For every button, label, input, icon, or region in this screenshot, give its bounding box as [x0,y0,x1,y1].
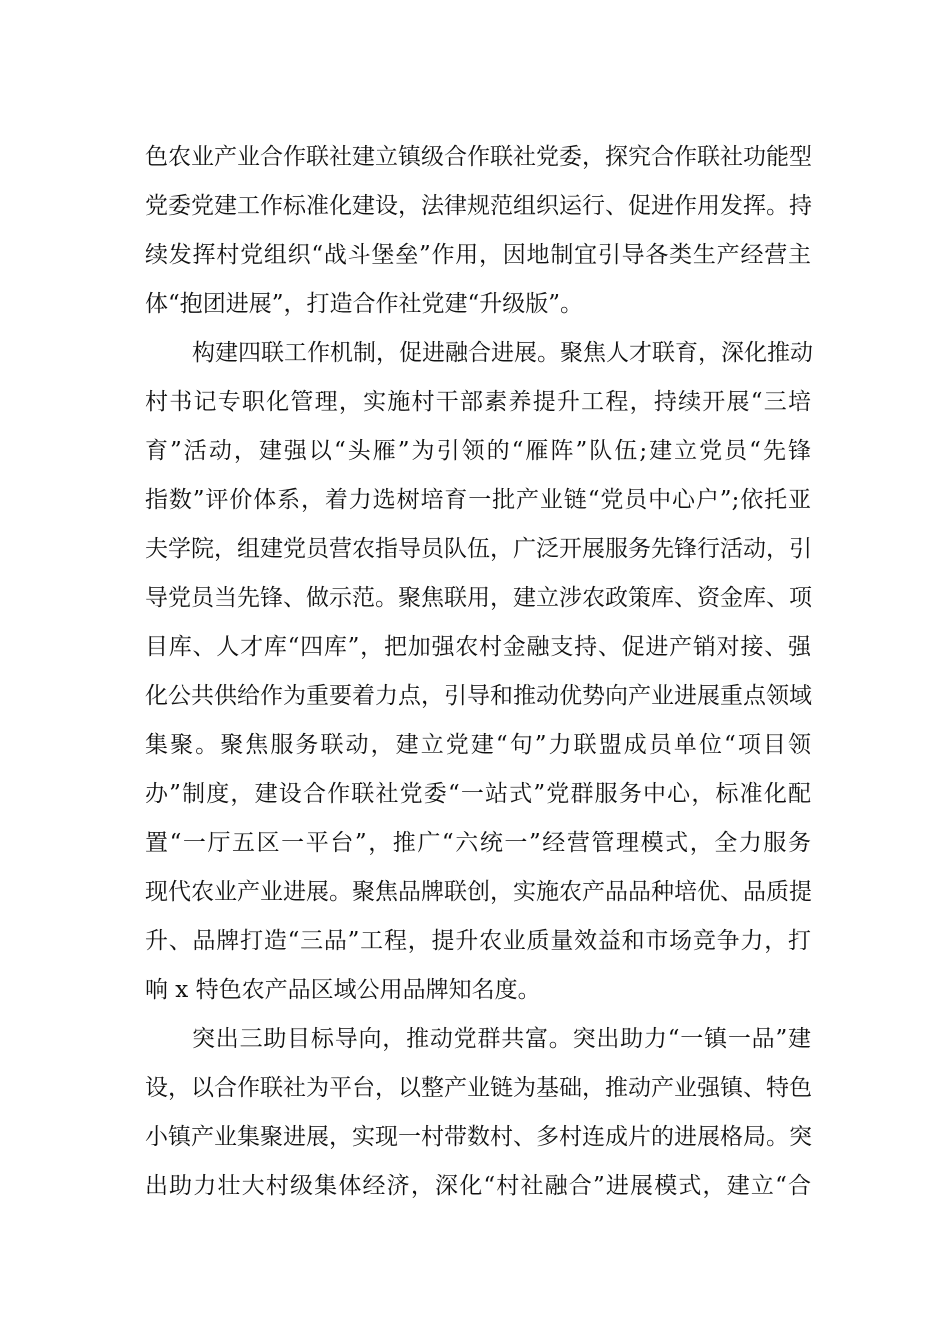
text-line: 目库、人才库“四库”，把加强农村金融支持、促进产销对接、强 [145,634,811,660]
text-line: 化公共供给作为重要着力点，引导和推动优势向产业进展重点领域 [145,683,812,709]
text-line: 办”制度，建设合作联社党委“一站式”党群服务中心，标准化配 [145,781,811,807]
text-line: 育”活动，建强以“头雁”为引领的“雁阵”队伍;建立党员“先锋 [145,438,811,464]
text-line: 响 x 特色农产品区域公用品牌知名度。 [145,977,541,1003]
text-line: 续发挥村党组织“战斗堡垒”作用，因地制宜引导各类生产经营主 [145,242,811,268]
text-line: 体“抱团进展”，打造合作社党建“升级版”。 [145,291,584,317]
text-line: 出助力壮大村级集体经济，深化“村社融合”进展模式，建立“合 [145,1173,811,1199]
text-line: 升、品牌打造“三品”工程，提升农业质量效益和市场竞争力，打 [145,928,811,954]
text-line: 夫学院，组建党员营农指导员队伍，广泛开展服务先锋行活动，引 [145,536,812,562]
paragraph-first-line: 构建四联工作机制，促进融合进展。聚焦人才联育，深化推动 [192,340,813,366]
text-line: 村书记专职化管理，实施村干部素养提升工程，持续开展“三培 [145,389,811,415]
text-line: 现代农业产业进展。聚焦品牌联创，实施农产品品种培优、品质提 [145,879,812,905]
text-line: 设，以合作联社为平台，以整产业链为基础，推动产业强镇、特色 [145,1075,812,1101]
paragraph-first-line: 突出三助目标导向，推动党群共富。突出助力“一镇一品”建 [192,1026,811,1052]
text-line: 导党员当先锋、做示范。聚焦联用，建立涉农政策库、资金库、项 [145,585,812,611]
text-line: 指数”评价体系，着力选树培育一批产业链“党员中心户”;依托亚 [145,487,811,513]
text-line: 色农业产业合作联社建立镇级合作联社党委，探究合作联社功能型 [145,144,812,170]
text-line: 置“一厅五区一平台”，推广“六统一”经营管理模式，全力服务 [145,830,811,856]
text-line: 小镇产业集聚进展，实现一村带数村、多村连成片的进展格局。突 [145,1124,812,1150]
text-line: 集聚。聚焦服务联动，建立党建“句”力联盟成员单位“项目领 [145,732,811,758]
text-line: 党委党建工作标准化建设，法律规范组织运行、促进作用发挥。持 [145,193,812,219]
